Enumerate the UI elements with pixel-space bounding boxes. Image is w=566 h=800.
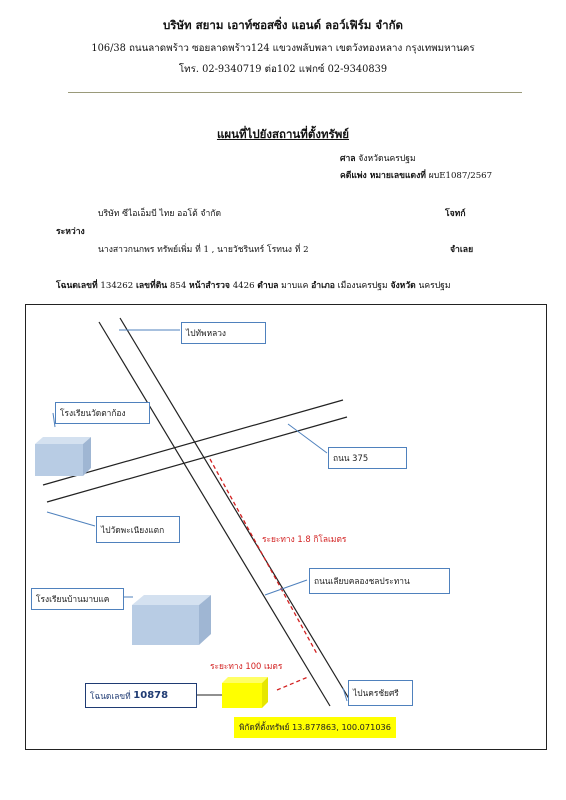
plaintiff-role: โจทก์ (445, 209, 466, 219)
label-to-nakhon-chaisi: ไปนครชัยศรี (348, 680, 413, 706)
tambon-value: มาบแค (281, 281, 309, 291)
court-line (340, 151, 416, 165)
court-label: ศาล (340, 154, 356, 164)
property-building-icon (222, 677, 268, 708)
case-label: คดีแพ่ง หมายเลขแดงที่ (340, 171, 426, 181)
label-road-375: ถนน 375 (328, 447, 407, 469)
defendant-name: นางสาวกนกพร ทรัพย์เพิ่ม ที่ 1 , นายวัชรินทร์ โรทนง ที่ 2 (98, 245, 309, 255)
label-canal-road: ถนนเลียบคลองชลประทาน (309, 568, 450, 594)
company-contact: โทร. 02-9340719 ต่อ102 แฟกซ์ 02-9340839 (178, 64, 388, 75)
leader-lines (47, 330, 347, 701)
court-value: จังหวัดนครปฐม (358, 154, 416, 164)
label-school-ban: โรงเรียนบ้านมาบแค (31, 588, 124, 610)
case-line (340, 168, 492, 182)
case-value: ผบE1087/2567 (428, 171, 493, 181)
distance-1-label: ระยะทาง 1.8 กิโลเมตร (262, 534, 347, 544)
amphoe-value: เมืองนครปฐม (337, 281, 388, 291)
amphoe-label: อำเภอ (311, 281, 335, 291)
land-number: 854 (169, 281, 187, 291)
route-dashed-line-2 (277, 677, 308, 690)
label-to-wat: ไปวัดพะเนียงแตก (96, 516, 180, 543)
school-wat-building-icon (35, 437, 91, 476)
province-value: นครปฐม (418, 281, 451, 291)
deed-box-prefix: โฉนดเลขที่ (90, 690, 131, 701)
tambon-label: ตำบล (257, 281, 279, 291)
coordinates-label: พิกัดที่ตั้งทรัพย์ 13.877863, 100.071036 (234, 717, 396, 738)
location-map (25, 304, 547, 750)
deed-line (56, 278, 451, 292)
company-name: บริษัท สยาม เอาท์ซอสซิ่ง แอนด์ ลอว์เฟิร์ม จำกัด (163, 18, 403, 32)
deed-box-number: 10878 (133, 690, 169, 701)
deed-number: 134262 (100, 281, 134, 291)
plaintiff-name: บริษัท ซีไอเอ็มบี ไทย ออโต้ จำกัด (98, 209, 222, 219)
main-road (99, 318, 351, 706)
school-ban-building-icon (132, 595, 211, 645)
deed-label: โฉนดเลขที่ (56, 281, 98, 291)
label-to-highway: ไปทัพหลวง (181, 322, 266, 344)
company-address: 106/38 ถนนลาดพร้าว ซอยลาดพร้าว124 แขวงพลับพลา เขตวังทองหลาง กรุงเทพมหานคร (91, 43, 475, 54)
survey-label: หน้าสำรวจ (189, 281, 230, 291)
between-label: ระหว่าง (56, 227, 85, 237)
header-divider (68, 92, 522, 93)
page-title: แผนที่ไปยังสถานที่ตั้งทรัพย์ (216, 127, 350, 141)
deed-number-box (85, 683, 197, 708)
province-label: จังหวัด (390, 281, 416, 291)
land-label: เลขที่ดิน (135, 281, 168, 291)
survey-number: 4426 (232, 281, 255, 291)
defendant-role: จำเลย (450, 245, 474, 255)
label-school-wat: โรงเรียนวัดตาก้อง (55, 402, 150, 424)
distance-2-label: ระยะทาง 100 เมตร (210, 661, 283, 671)
